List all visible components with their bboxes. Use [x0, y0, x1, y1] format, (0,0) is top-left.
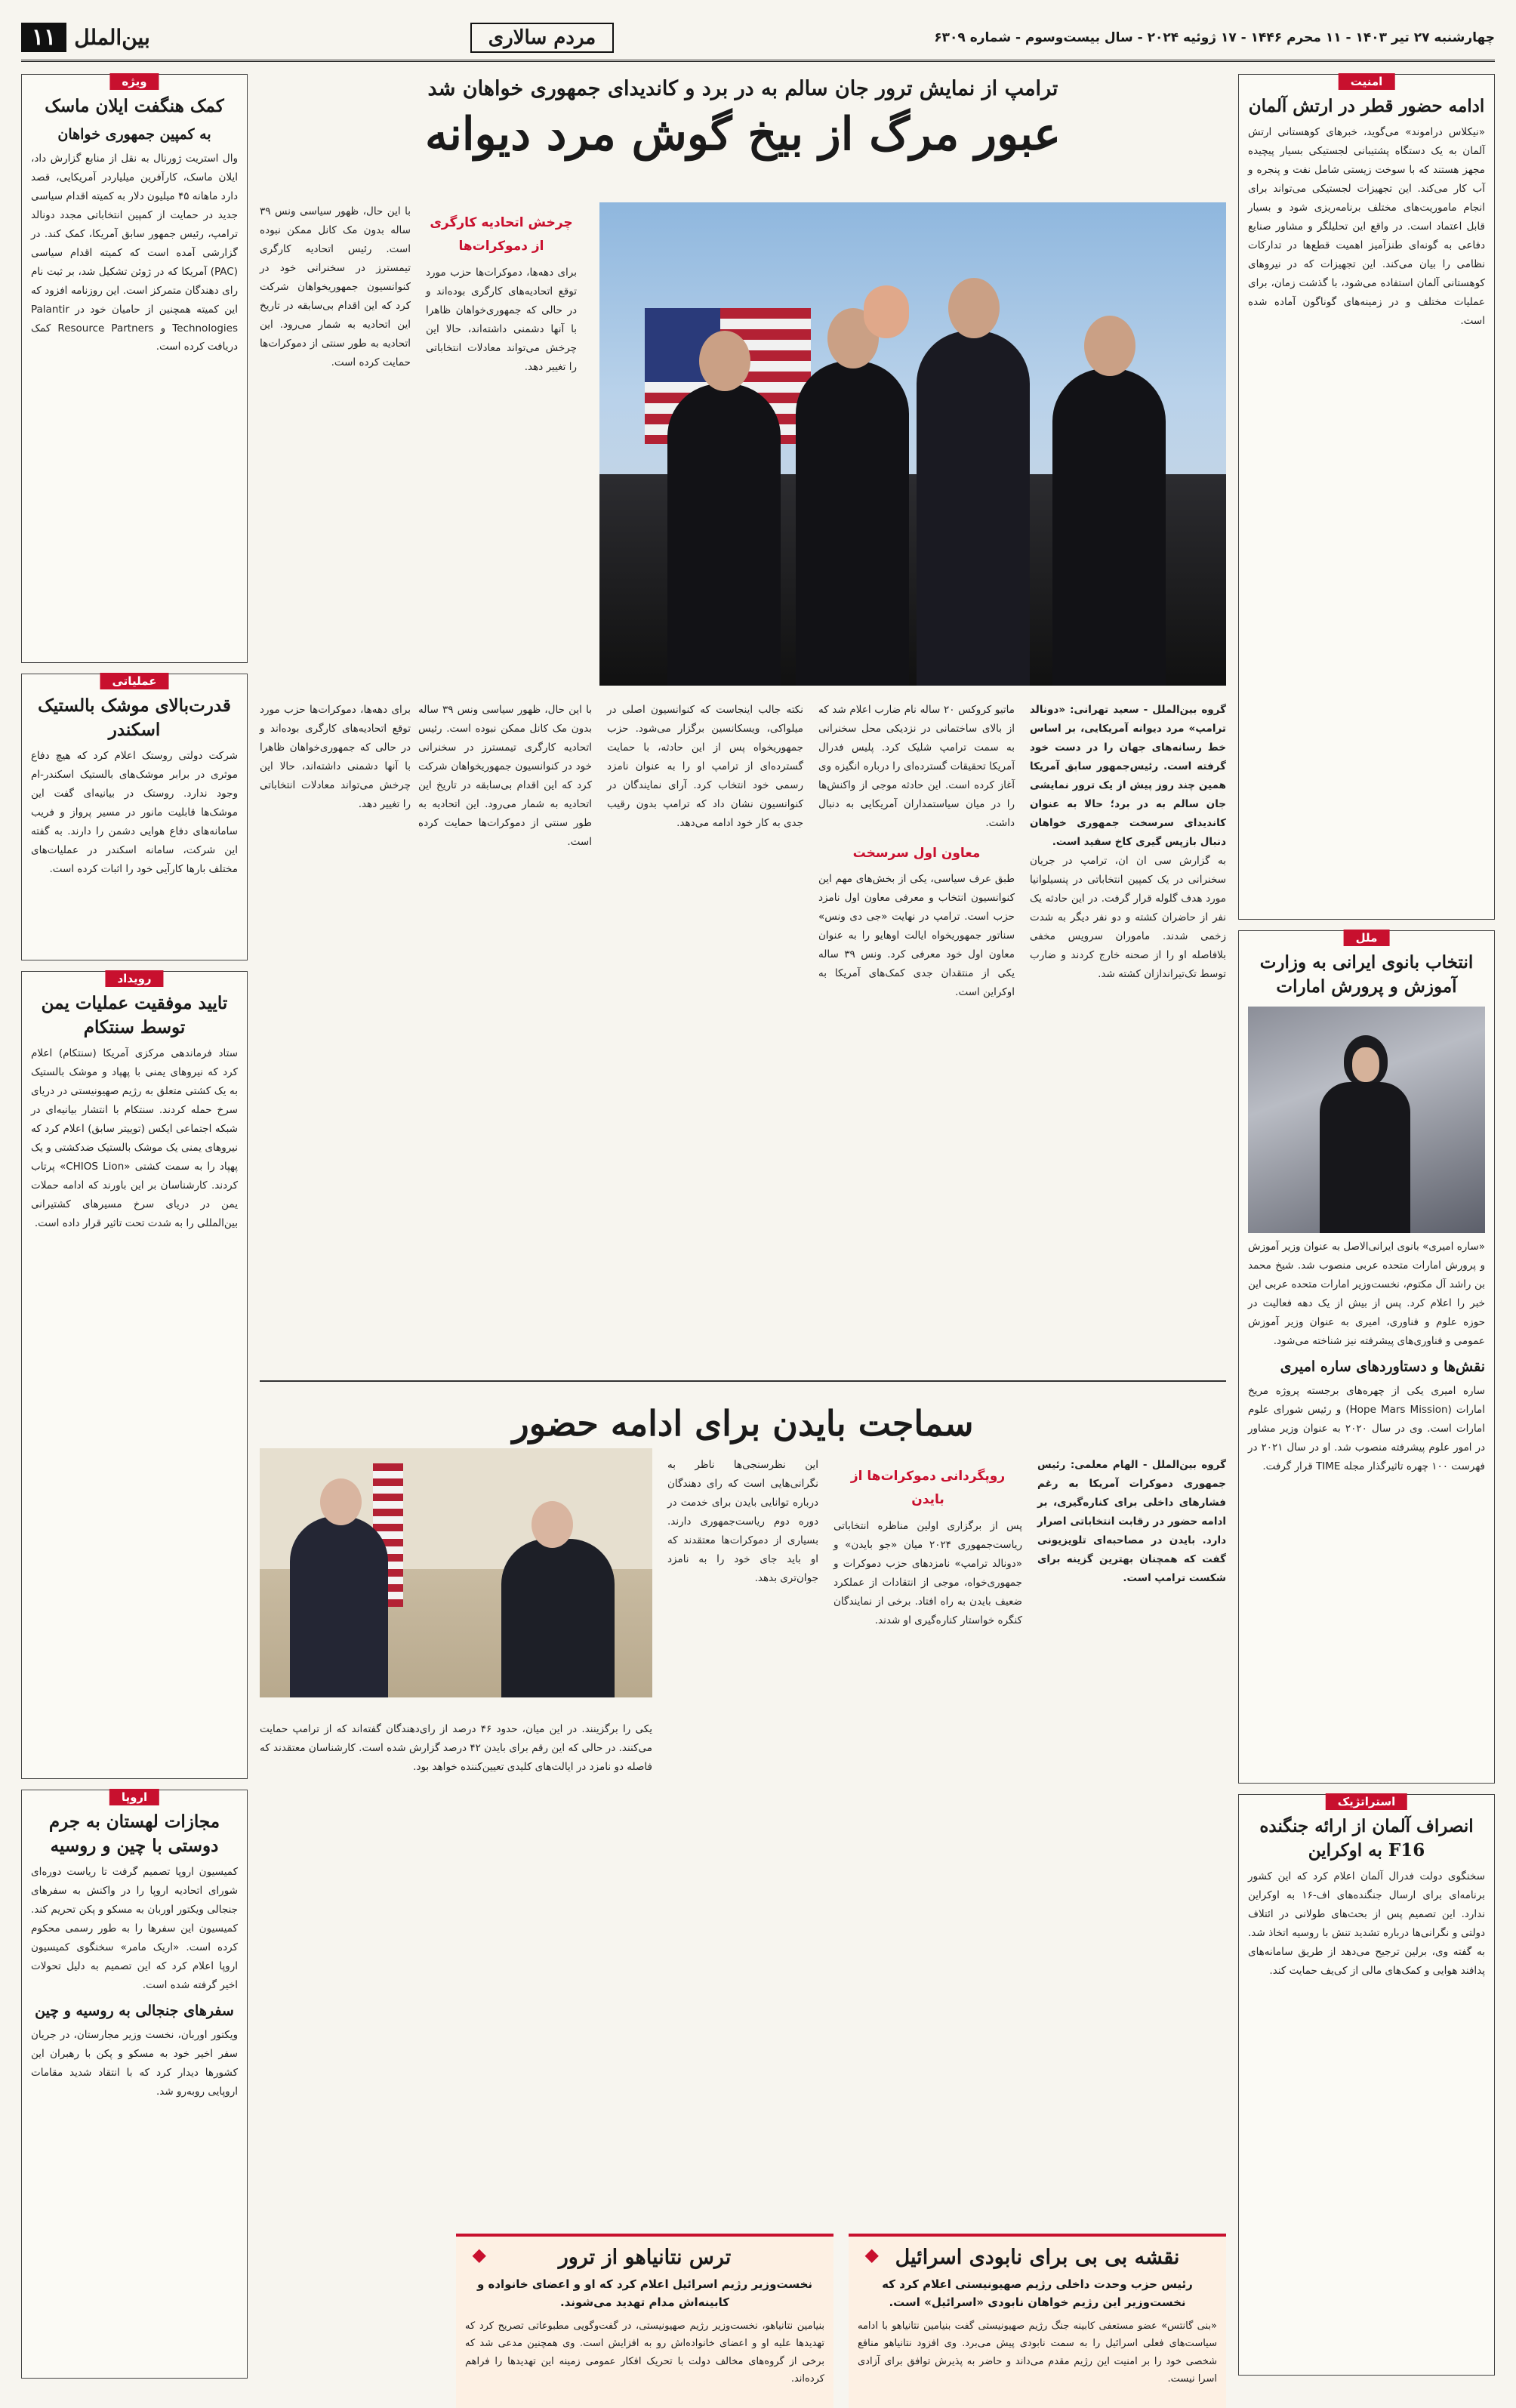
- article-title[interactable]: انتخاب بانوی ایرانی به وزارت آموزش و پرورش امارات: [1259, 952, 1474, 997]
- second-story-title[interactable]: سماجت بایدن برای ادامه حضور: [512, 1403, 974, 1444]
- article-subtitle: به کمپین جمهوری خواهان: [57, 126, 211, 143]
- main-subhead-2: چرخش اتحادیه کارگری از دموکرات‌ها: [430, 215, 573, 254]
- dateline: چهارشنبه ۲۷ تیر ۱۴۰۳ - ۱۱ محرم ۱۴۴۶ - ۱۷ ژوئیه ۲۰۲۴ - سال بیست‌وسوم - شماره ۶۳۰۹: [934, 29, 1495, 45]
- article-title[interactable]: تایید موفقیت عملیات یمن توسط سنتکام: [41, 993, 228, 1038]
- main-subhead-1: معاون اول سرسخت: [852, 845, 981, 861]
- second-column-b: [667, 1456, 818, 1588]
- article-title[interactable]: قدرت‌بالای موشک بالستیک اسکندر: [38, 695, 231, 741]
- page-number-block: [21, 23, 150, 52]
- main-column-d: [260, 701, 411, 814]
- bottom-title[interactable]: ترس نتانیاهو از ترور: [558, 2246, 732, 2269]
- article-subhead: نقش‌ها و دستاوردهای ساره امیری: [1280, 1358, 1485, 1376]
- article-title[interactable]: ادامه حضور قطر در ارتش آلمان: [1248, 96, 1485, 116]
- article-title[interactable]: کمک هنگفت ایلان ماسک: [45, 96, 224, 116]
- second-column-lead: [1037, 1456, 1226, 1588]
- bottom-dek: رئیس حزب وحدت داخلی رژیم صهیونیستی اعلام کرد که نخست‌وزیر این رژیم خواهان نابودی «اسرائیل» است.: [882, 2277, 1193, 2309]
- main-supertitle: ترامپ از نمایش ترور جان سالم به در برد و کاندیدای جمهوری خواهان شد: [427, 77, 1058, 100]
- main-headline[interactable]: عبور مرگ از بیخ گوش مرد دیوانه: [424, 108, 1062, 161]
- article-box-iskander: [21, 674, 248, 960]
- main-lead: گروه بین‌الملل - سعید تهرانی: «دونالد ترامپ» مرد دیوانه آمریکایی، بر اساس خط رسانه‌های جهان را در دست خود گرفته است. رئیس‌جمهور سابق آمریکا همین چند روز پیش از یک ترور نمایشی جان سالم به در برد؛ حالا به عنوان کاندیدای سرسخت جمهوری خواهان دنبال بازپس گیری کاخ سفید است.: [1030, 704, 1226, 848]
- article-title[interactable]: مجازات لهستان به جرم دوستی با چین و روسیه: [48, 1811, 220, 1857]
- right-column: [1238, 74, 1495, 2394]
- main-body-3: طبق عرف سیاسی، یکی از بخش‌های مهم این کنوانسیون انتخاب و معرفی معاون اول نامزد حزب است. ترامپ در نهایت «جی دی ونس» سناتور جمهوریخواه ایالت اوهایو را به عنوان معاون اول خود معرفی کرد. ونس ۳۹ ساله یکی از منتقدان جدی کمک‌های آمریکا به اوکراین است.: [818, 873, 1015, 999]
- article-body: «نیکلاس دراموند» می‌گوید، خبرهای کوهستانی ارتش آلمان به یک دستگاه پشتیبانی لجستیکی بسیار پیچیده مجهز هستند که با سوخت زیستی شامل نفت و پنجره و آب کار می‌کند. این تجهیزات لجستیکی می‌تواند برای انجام ماموریت‌های مختلف برنامه‌ریزی شود و بسیار قابل اعتماد است. در واقع این تحلیلگر و مشاور صنایع دفاعی به گونه‌ای طنزآمیز اهمیت قطع‌ها در تدارکات نظامی را بیان می‌کند. این تجهیزات که در نیروهای کوهستانی آلمان استفاده می‌شود، با گذشت زمان، برای عملیات مختلف و در زمینه‌های گوناگون آماده شده است.: [1248, 126, 1485, 327]
- kicker: ملل: [1344, 930, 1390, 946]
- article-body: ستاد فرماندهی مرکزی آمریکا (سنتکام) اعلام کرد که نیروهای یمنی با پهپاد و موشک بالستیک به یک کشتی متعلق به رژیم صهیونیستی در دریای سرخ حمله کردند. سنتکام با انتشار بیانیه‌ای در شبکه اجتماعی ایکس (توییتر سابق) اعلام کرد که نیروهای یمنی یک موشک بالستیک ضدکشتی و یک پهپاد را به سمت کشتی «CHIOS Lion» پرتاب کردند. کارشناسان بر این باورند که ادامه حملات یمن در دریای سرخ مسیرهای کشتیرانی بین‌المللی را به شدت تحت تاثیر قرار داده است.: [31, 1047, 239, 1230]
- photo-woman-portrait: [1248, 1007, 1485, 1233]
- article-box-qatar: [1238, 74, 1495, 920]
- bottom-band: [260, 2234, 1226, 2408]
- main-body-4: نکته جالب اینجاست که کنوانسیون اصلی در میلواکی، ویسکانسین برگزار می‌شود. حزب جمهوریخواه پس از این حادثه، با حمایت گسترده‌ای از ترامپ او را به عنوان نامزد رسمی خود انتخاب کرد. آرای نمایندگان در کنوانسیون نشان داد که ترامپ بدون رقیب جدی به کار خود ادامه می‌دهد.: [607, 704, 803, 829]
- second-lead: گروه بین‌الملل - الهام معلمی: رئیس جمهوری دموکرات آمریکا به رغم فشارهای داخلی برای کناره‌گیری، بر ادامه حضور در رقابت انتخاباتی اصرار دارد. بایدن در مصاحبه‌ای تلویزیونی گفت که همچنان بهترین گزینه برای شکست ترامپ است.: [1037, 1459, 1226, 1584]
- main-body-5b: با این حال، ظهور سیاسی ونس ۳۹ ساله بدون مک کانل ممکن نبوده است. رئیس اتحادیه کارگری تیمسترز در سخنرانی خود در کنوانسیون جمهوریخواهان شرکت کرد که این اقدام بی‌سابقه در تاریخ این اتحادیه به شمار می‌رود. این اتحادیه به طور سنتی از دموکرات‌ها حمایت کرده است.: [418, 704, 592, 848]
- article-box-centcom: [21, 971, 248, 1779]
- main-story: [260, 202, 1226, 1365]
- article-body: «ساره امیری» بانوی ایرانی‌الاصل به عنوان وزیر آموزش و پرورش امارات متحده عربی منصوب شد. شیخ محمد بن راشد آل مکتوم، نخست‌وزیر امارات متحده عربی این خبر را اعلام کرد. پس از بیش از یک دهه فعالیت در حوزه علوم و فناوری، امیری به عنوان وزیر آموزش عمومی و فناوری‌های پیشرفته نیز شناخته می‌شود.: [1248, 1241, 1485, 1348]
- main-column-b: [607, 701, 803, 833]
- kicker: اروپا: [109, 1789, 159, 1805]
- bottom-box-netanyahu-fear: [456, 2234, 833, 2408]
- bottom-dek: نخست‌وزیر رژیم اسرائیل اعلام کرد که او و اعضای خانواده و کابینه‌اش مدام تهدید می‌شوند.: [476, 2277, 813, 2309]
- main-column-2: [426, 202, 577, 377]
- second-body-2: این نظرسنجی‌ها ناظر به نگرانی‌هایی است که رای دهندگان درباره توانایی بایدن برای خدمت در دوره دوم ریاست‌جمهوری دارند. بسیاری از دموکرات‌ها معتقدند که او باید جای خود را به نامزد جوان‌تری بدهد.: [667, 1459, 818, 1584]
- main-body-6b: برای دهه‌ها، دموکرات‌ها حزب مورد توقع اتحادیه‌های کارگری بوده‌اند و در حالی که جمهوری‌خواهان ظاهرا با آنها دشمنی داشته‌اند، حالا این چرخش می‌تواند معادلات انتخاباتی را تغییر دهد.: [260, 704, 411, 810]
- main-column-c: [418, 701, 592, 852]
- main-body-5: با این حال، ظهور سیاسی ونس ۳۹ ساله بدون مک کانل ممکن نبوده است. رئیس اتحادیه کارگری تیمسترز در سخنرانی خود در کنوانسیون جمهوریخواهان شرکت کرد که این اقدام بی‌سابقه در تاریخ این اتحادیه به شمار می‌رود. این اتحادیه به طور سنتی از دموکرات‌ها حمایت کرده است.: [260, 205, 411, 368]
- left-column: [21, 74, 248, 2394]
- section-title: بین‌الملل: [74, 25, 150, 50]
- center-column: [260, 74, 1226, 2385]
- section-divider: [260, 1380, 1226, 1382]
- article-body: شرکت دولتی روستک اعلام کرد که هیچ دفاع موثری در برابر موشک‌های بالستیک اسکندر-ام وجود ندارد. روستک در بیانیه‌ای گفت این موشک‌ها قابلیت مانور در مسیر پرواز و فریب سامانه‌های دفاع هوایی دشمن را دارند. به گفته این شرکت، سامانه اسکندر در عملیات‌های مختلف بارها کارآیی خود را اثبات کرده است.: [31, 750, 238, 876]
- main-column-lead: [1030, 701, 1226, 984]
- article-body-2: ویکتور اوربان، نخست وزیر مجارستان، در جریان سفر اخیر خود به مسکو و پکن با رهبران این کشورها دیدار کرد که با انتقاد شدید مقامات اروپایی روبه‌رو شد.: [31, 2028, 238, 2098]
- article-box-sarah-amiri: [1238, 930, 1495, 1784]
- main-body-1: به گزارش سی ان ان، ترامپ در جریان سخنرانی در یک کمپین انتخاباتی در پنسیلوانیا مورد هدف گلوله قرار گرفت. در این حادثه یک نفر از حاضران کشته و دو نفر دیگر به شدت زخمی شدند. ماموران سرویس مخفی بلافاصله او را از صحنه خارج کردند و ضارب توسط تک‌تیراندازان کشته شد.: [1030, 854, 1226, 980]
- news-icon: ◆: [864, 2244, 879, 2265]
- photo-biden-interview: [260, 1448, 652, 1697]
- kicker: امنیت: [1339, 73, 1395, 90]
- bottom-box-netanyahu-plan: [849, 2234, 1226, 2408]
- article-body: سخنگوی دولت فدرال آلمان اعلام کرد که این کشور برنامه‌ای برای ارسال جنگنده‌های اف-۱۶ به اوکراین ندارد. این تصمیم پس از بحث‌های طولانی در ائتلاف دولتی و نگرانی‌ها درباره تشدید تنش با روسیه اتخاذ شد. به گفته وی، برلین ترجیح می‌دهد از طریق سامانه‌های پدافند هوایی و کمک‌های مالی از کی‌یف حمایت کند.: [1248, 1870, 1485, 1978]
- second-subhead: روپگردانی دموکرات‌ها از بایدن: [850, 1469, 1006, 1508]
- article-body: وال استریت ژورنال به نقل از منابع گزارش داد، ایلان ماسک، کارآفرین میلیاردر آمریکایی، قصد دارد ماهانه ۴۵ میلیون دلار به کمیته اقدام سیاسی جدید در حمایت از کمپین انتخاباتی مجدد دونالد ترامپ، رئیس جمهور سابق آمریکا، کمک کند. در گزارشی آمده است که کمیته اقدام سیاسی (PAC) آمریکا که در ژوئن تشکیل شد، بر ثبت نام رای دهندگان متمرکز است. این روزنامه افزود که این کمیته همچنین از حامیان خود در Palantir Technologies و Resource Partners کمک دریافت کرده است.: [31, 152, 238, 353]
- main-column-1: [260, 202, 411, 372]
- page-number: ۱۱: [21, 23, 66, 52]
- second-body-1: پس از برگزاری اولین مناظره انتخاباتی ریاست‌جمهوری ۲۰۲۴ میان «جو بایدن» و «دونالد ترامپ» نامزدهای حزب دموکرات و جمهوری‌خواه، موجی از انتقادات از عملکرد ضعیف بایدن به راه افتاد. برخی از نمایندگان کنگره خواستار کناره‌گیری او شدند.: [833, 1519, 1022, 1626]
- bottom-body: بنیامین نتانیاهو، نخست‌وزیر رژیم صهیونیستی، در گفت‌وگویی مطبوعاتی تصریح کرد که تهدیدها علیه او و اعضای خانواده‌اش رو به افزایش است. وی همچنین مدعی شد که برخی از گروه‌های مخالف دولت با تحریک افکار عمومی زمینه این تهدیدها را فراهم کرده‌اند.: [465, 2320, 824, 2385]
- second-column-c: [260, 1720, 652, 1777]
- second-column-a: [833, 1456, 1022, 1630]
- second-body-3: یکی را برگزینند. در این میان، حدود ۴۶ درصد از رای‌دهندگان گفته‌اند که از ترامپ حمایت می‌کنند. در حالی که این رقم برای بایدن ۴۲ درصد گزارش شده است. کارشناسان معتقدند که فاصله دو نامزد در ایالت‌های کلیدی تعیین‌کننده خواهد بود.: [260, 1723, 652, 1773]
- news-icon: ◆: [472, 2244, 486, 2265]
- article-subhead: سفرهای جنجالی به روسیه و چین: [35, 2003, 234, 2020]
- article-body-2: ساره امیری یکی از چهره‌های برجسته پروژه مریخ امارات (Hope Mars Mission) و رئیس شورای علوم امارات است. وی در سال ۲۰۲۰ به عنوان وزیر مشاور در امور علوم پیشرفته منصوب شد. او در سال ۲۰۲۱ در فهرست ۱۰۰ چهره تاثیرگذار مجله TIME قرار گرفت.: [1248, 1384, 1486, 1472]
- article-title[interactable]: انصراف آلمان از ارائه جنگنده F16 به اوکراین: [1259, 1816, 1474, 1861]
- newspaper-page: [21, 15, 1495, 2394]
- photo-trump-rally: [599, 202, 1226, 686]
- article-box-germany-f16: [1238, 1794, 1495, 2376]
- main-body-2: ماتیو کروکس ۲۰ ساله نام ضارب اعلام شد که از بالای ساختمانی در نزدیکی محل سخنرانی به سمت ترامپ شلیک کرد. پلیس فدرال آمریکا تحقیقات گسترده‌ای را درباره انگیزه وی آغاز کرده است. این حادثه موجی از واکنش‌ها را در میان سیاستمداران آمریکایی به دنبال داشت.: [818, 704, 1015, 829]
- kicker: عملیاتی: [100, 673, 169, 689]
- kicker: ویژه: [109, 73, 159, 90]
- kicker: استراتژیک: [1326, 1793, 1407, 1810]
- article-body: کمیسیون اروپا تصمیم گرفت تا ریاست دوره‌ای شورای اتحادیه اروپا را در واکنش به سفرهای جنجالی ویکتور اوربان به مسکو و پکن تحریم کند. کمیسیون این سفرها را به طور رسمی محکوم کرده است. «اریک مامر» سخنگوی کمیسیون اروپا اعلام کرد که این تصمیم به دلیل تحولات اخیر گرفته شده است.: [31, 1866, 238, 1992]
- kicker: رویداد: [105, 970, 163, 987]
- bottom-body: «بنی گانتس» عضو مستعفی کابینه جنگ رژیم صهیونیستی گفت بنیامین نتانیاهو با ادامه سیاست‌های فعلی اسرائیل را به سمت نابودی پیش می‌برد. وی افزود نتانیاهو منافع شخصی خود را بر امنیت این رژیم مقدم می‌داند و حاضر به پذیرش توافق برای آزادی اسرا نیست.: [858, 2320, 1217, 2385]
- newspaper-logo: مردم سالاری: [470, 23, 614, 53]
- bottom-title[interactable]: نقشه بی بی برای نابودی اسرائیل: [895, 2246, 1180, 2269]
- masthead: [21, 15, 1495, 62]
- main-body-6: برای دهه‌ها، دموکرات‌ها حزب مورد توقع اتحادیه‌های کارگری بوده‌اند و در حالی که جمهوری‌خواهان ظاهرا با آنها دشمنی داشته‌اند، حالا این چرخش می‌تواند معادلات انتخاباتی را تغییر دهد.: [426, 266, 577, 373]
- article-box-musk: [21, 74, 248, 663]
- article-box-poland: [21, 1790, 248, 2379]
- main-column-a: [818, 701, 1015, 1002]
